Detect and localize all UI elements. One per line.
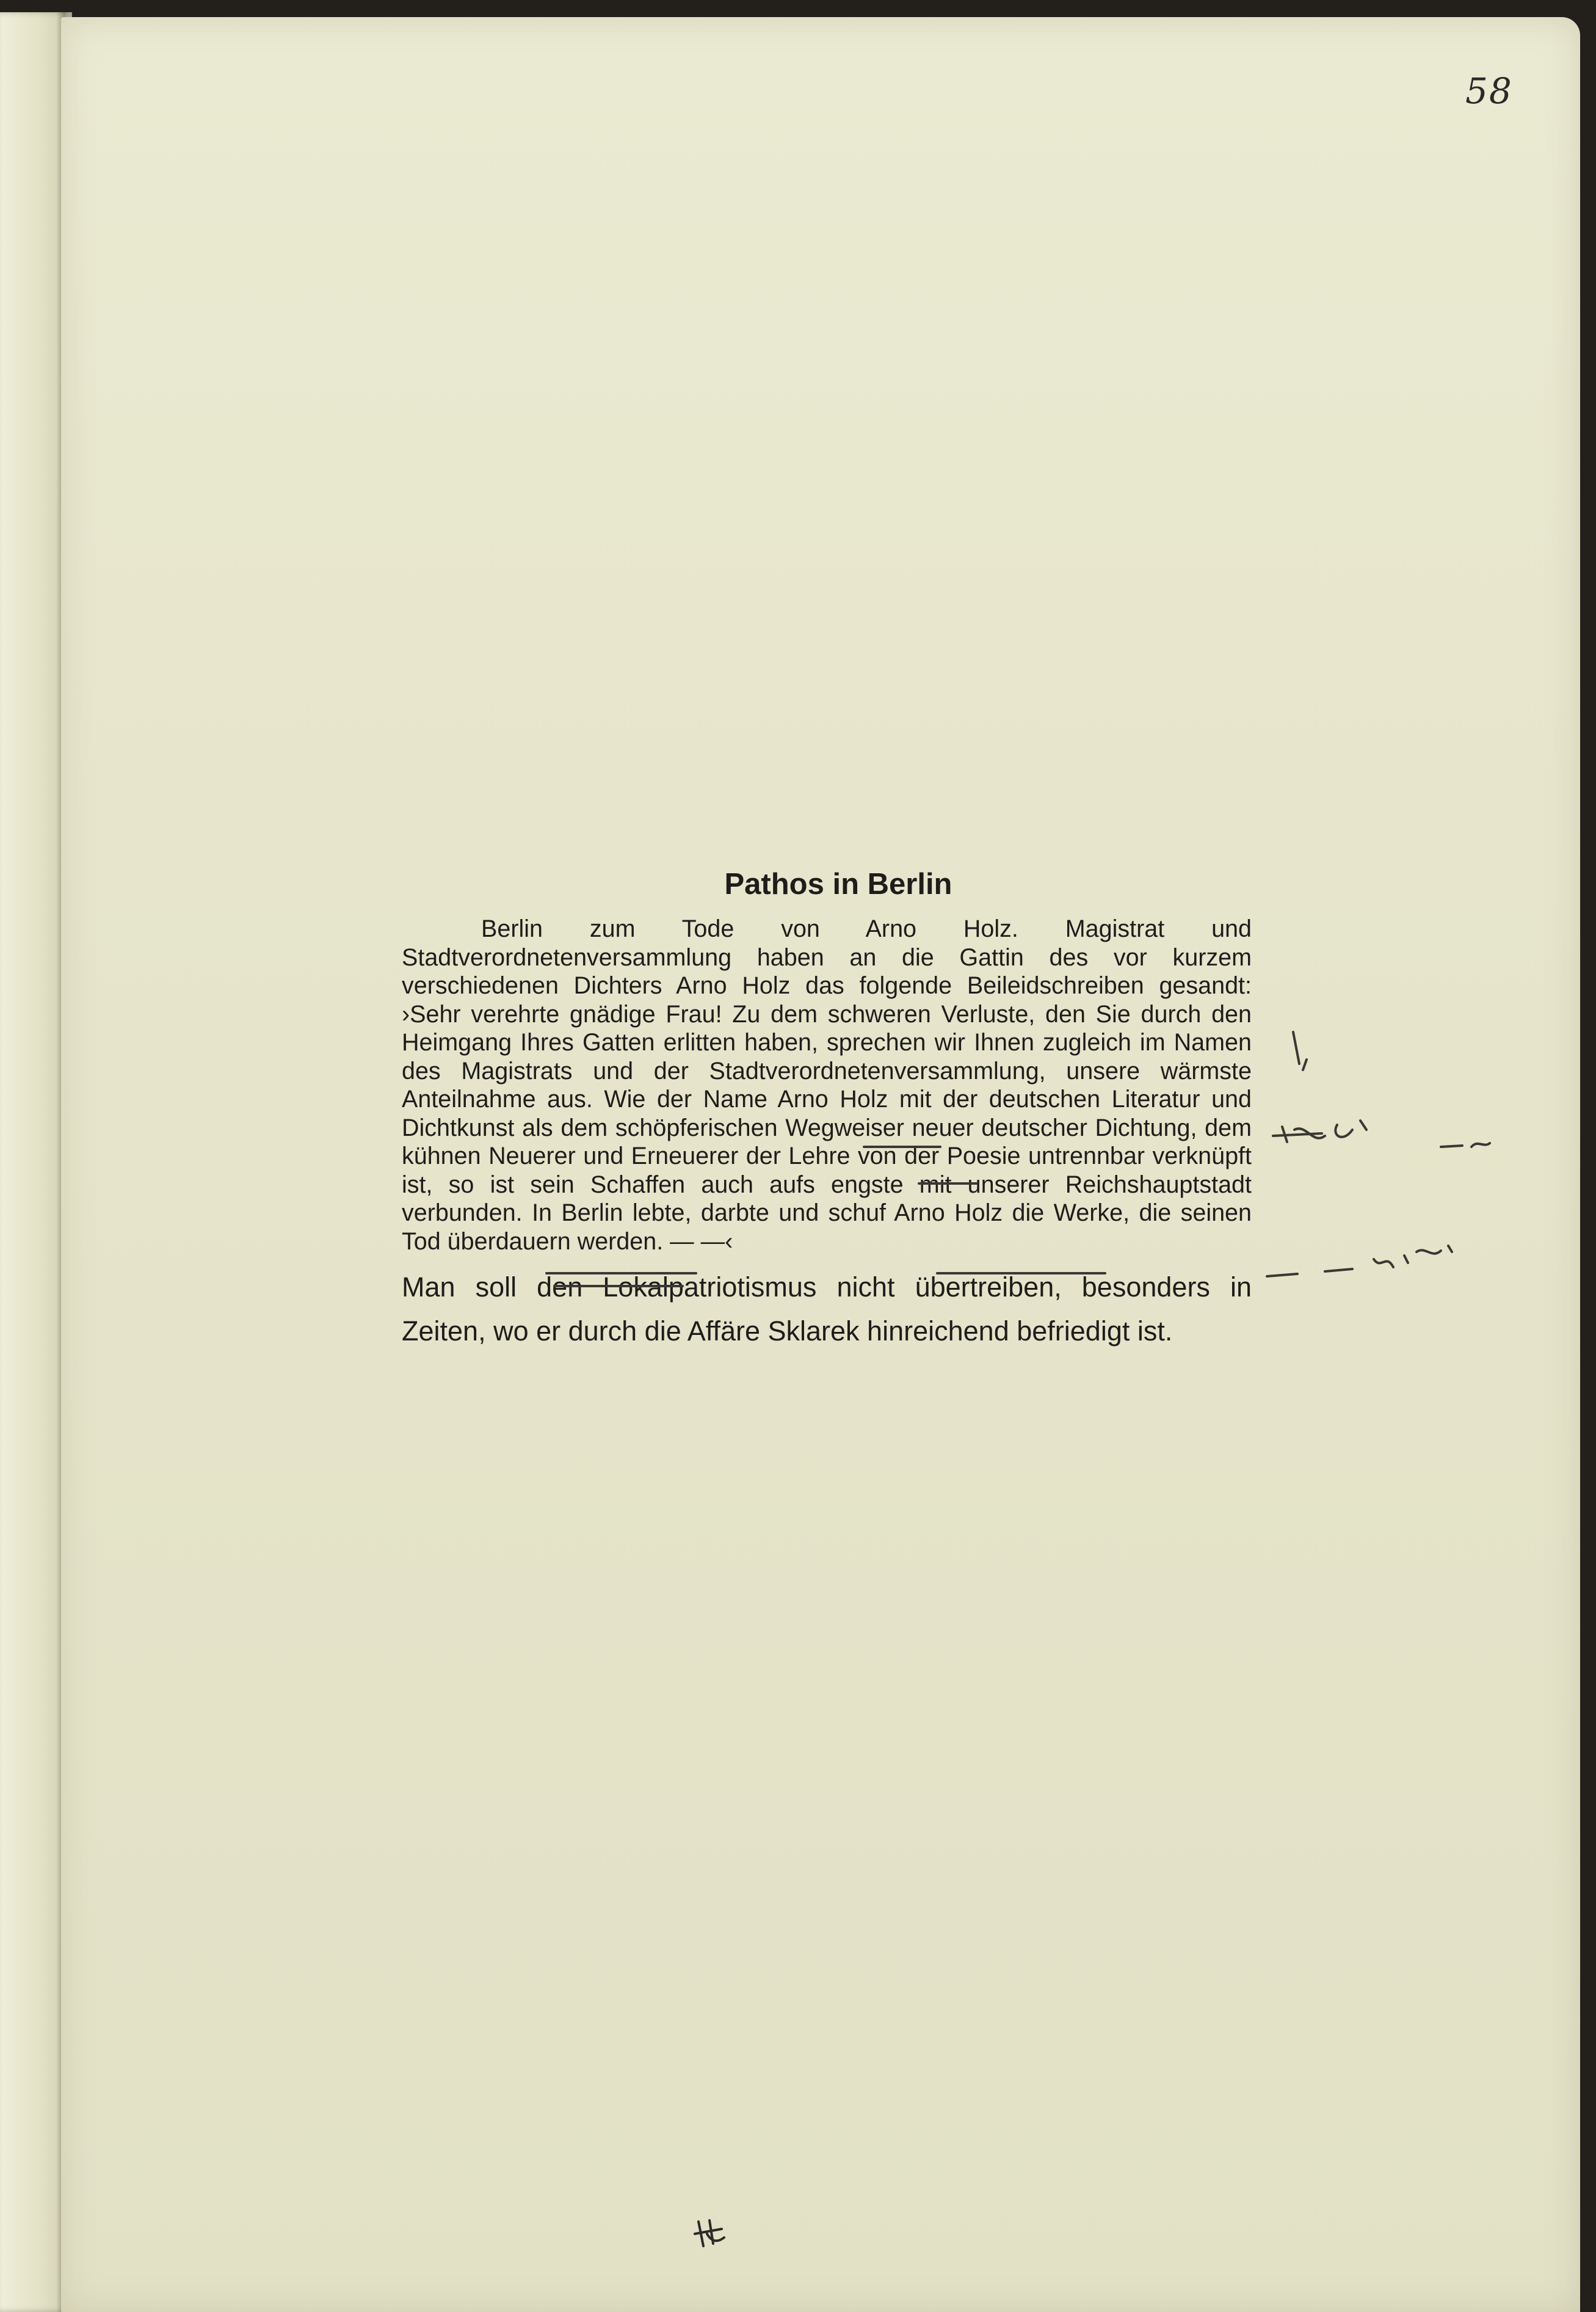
article-title: Pathos in Berlin — [724, 868, 952, 901]
article — [402, 867, 1257, 1353]
page-number: 58 — [1465, 70, 1513, 112]
article-body: Berlin zum Tode von Arno Holz. Magistrat und Stadtverordnetenversammlung haben an die Gattin des vor kurzem verschiedenen Dichters Arno Holz das folgende Beileidschreiben gesandt: ›Sehr verehrte gnädige Frau! Zu dem schweren Verluste, den Sie durch den Heimgang Ihres Gatten erlitten haben, sprechen wir Ihnen zugleich im Namen des Magistrats und der Stadtverordnetenversammlung, unsere wärmste Anteilnahme aus. Wie der Name Arno Holz mit der deutschen Literatur und Dichtkunst als dem schöpferischen Wegweiser neuer deutscher Dichtung, dem kühnen Neuerer und Erneuerer der Lehre von der Poesie untrennbar verknüpft ist, so ist sein Schaffen auch aufs engste mit unserer Reichshauptstadt verbunden. In Berlin lebte, darbte und schuf Arno Holz die Werke, die seinen Tod überdauern werden. — —‹ — [402, 915, 1252, 1255]
article-closing-remark: Man soll den Lokalpatriotismus nicht übertreiben, besonders in Zeiten, wo er durch die Affäre Sklarek hinreichend befriedigt ist. — [402, 1271, 1252, 1347]
footer-stamp-mark — [691, 2216, 728, 2252]
